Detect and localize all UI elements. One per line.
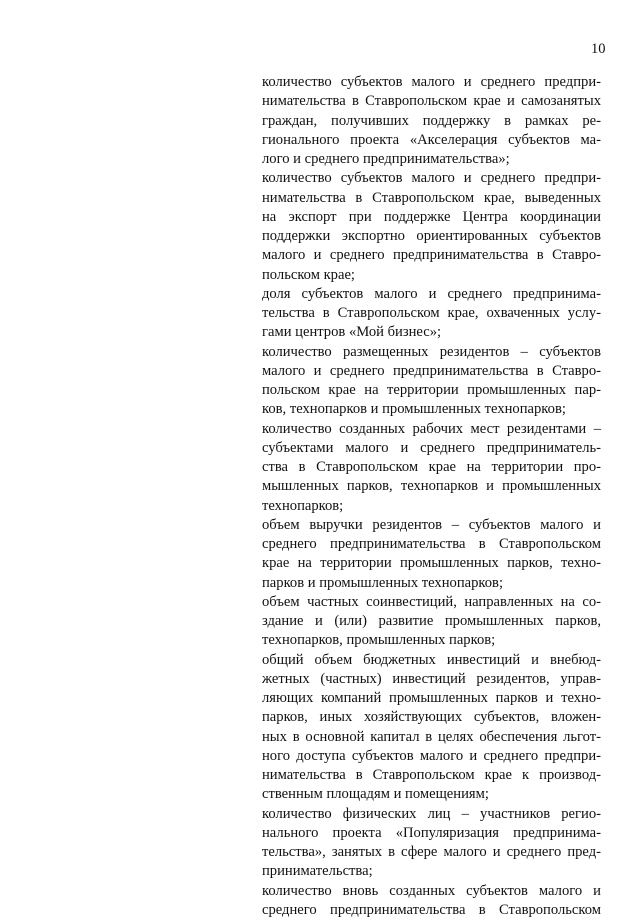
list-item <box>262 169 601 285</box>
list-item <box>262 516 601 593</box>
text-line: нимательства в Ставропольском крае к производ- <box>262 766 601 785</box>
text-line: ного доступа субъектов малого и среднего предпри- <box>262 747 601 766</box>
text-line: количество созданных рабочих мест резидентами – <box>262 420 601 439</box>
text-line: доля субъектов малого и среднего предпринима- <box>262 285 601 304</box>
text-line: технопарков; <box>262 497 601 516</box>
list-item <box>262 651 601 805</box>
text-column <box>262 73 601 920</box>
list-item <box>262 420 601 516</box>
text-line: граждан, получивших поддержку в рамках ре- <box>262 112 601 131</box>
text-line: нального проекта «Популяризация предпринима- <box>262 824 601 843</box>
text-line: количество субъектов малого и среднего предпри- <box>262 169 601 188</box>
text-line: парков, иных хозяйствующих субъектов, вложен- <box>262 708 601 727</box>
text-line: на экспорт при поддержке Центра координации <box>262 208 601 227</box>
text-line: польском крае; <box>262 266 601 285</box>
text-line: количество размещенных резидентов – субъектов <box>262 343 601 362</box>
text-line: поддержки экспортно ориентированных субъектов <box>262 227 601 246</box>
text-line: крае на территории промышленных парков, техно- <box>262 554 601 573</box>
list-item <box>262 343 601 420</box>
text-line: ственным площадям и помещениям; <box>262 785 601 804</box>
text-line: общий объем бюджетных инвестиций и внебюд- <box>262 651 601 670</box>
text-line: нимательства в Ставропольском крае, выведенных <box>262 189 601 208</box>
text-line: тельства в Ставропольском крае, охваченных услу- <box>262 304 601 323</box>
text-line: среднего предпринимательства в Ставропольском <box>262 535 601 554</box>
text-line: малого и среднего предпринимательства в Ставро- <box>262 246 601 265</box>
text-line: объем частных соинвестиций, направленных на со- <box>262 593 601 612</box>
text-line: лого и среднего предпринимательства»; <box>262 150 601 169</box>
text-line: ства в Ставропольском крае на территории про- <box>262 458 601 477</box>
text-line: технопарков, промышленных парков; <box>262 631 601 650</box>
text-line: гионального проекта «Акселерация субъектов ма- <box>262 131 601 150</box>
text-line: количество субъектов малого и среднего предпри- <box>262 73 601 92</box>
text-line: количество физических лиц – участников регио- <box>262 805 601 824</box>
text-line: субъектами малого и среднего предприниматель- <box>262 439 601 458</box>
text-line: тельства», занятых в сфере малого и среднего пред- <box>262 843 601 862</box>
text-line: ков, технопарков и промышленных технопарков; <box>262 400 601 419</box>
text-line: гами центров «Мой бизнес»; <box>262 323 601 342</box>
list-item <box>262 882 601 920</box>
list-item <box>262 73 601 169</box>
text-line: малого и среднего предпринимательства в Ставро- <box>262 362 601 381</box>
list-item <box>262 593 601 651</box>
text-line: принимательства; <box>262 862 601 881</box>
text-line: польском крае на территории промышленных пар- <box>262 381 601 400</box>
text-line: ных в основной капитал в целях обеспечения льгот- <box>262 728 601 747</box>
page-number: 10 <box>591 40 606 58</box>
text-line: мышленных парков, технопарков и промышленных <box>262 477 601 496</box>
text-line: жетных (частных) инвестиций резидентов, управ- <box>262 670 601 689</box>
text-line: ляющих компаний промышленных парков и техно- <box>262 689 601 708</box>
text-line: количество вновь созданных субъектов малого и <box>262 882 601 901</box>
text-line: объем выручки резидентов – субъектов малого и <box>262 516 601 535</box>
text-line: нимательства в Ставропольском крае и самозанятых <box>262 92 601 111</box>
text-line: парков и промышленных технопарков; <box>262 574 601 593</box>
list-item <box>262 285 601 343</box>
list-item <box>262 805 601 882</box>
text-line: среднего предпринимательства в Ставропольском <box>262 901 601 920</box>
text-line: здание и (или) развитие промышленных парков, <box>262 612 601 631</box>
